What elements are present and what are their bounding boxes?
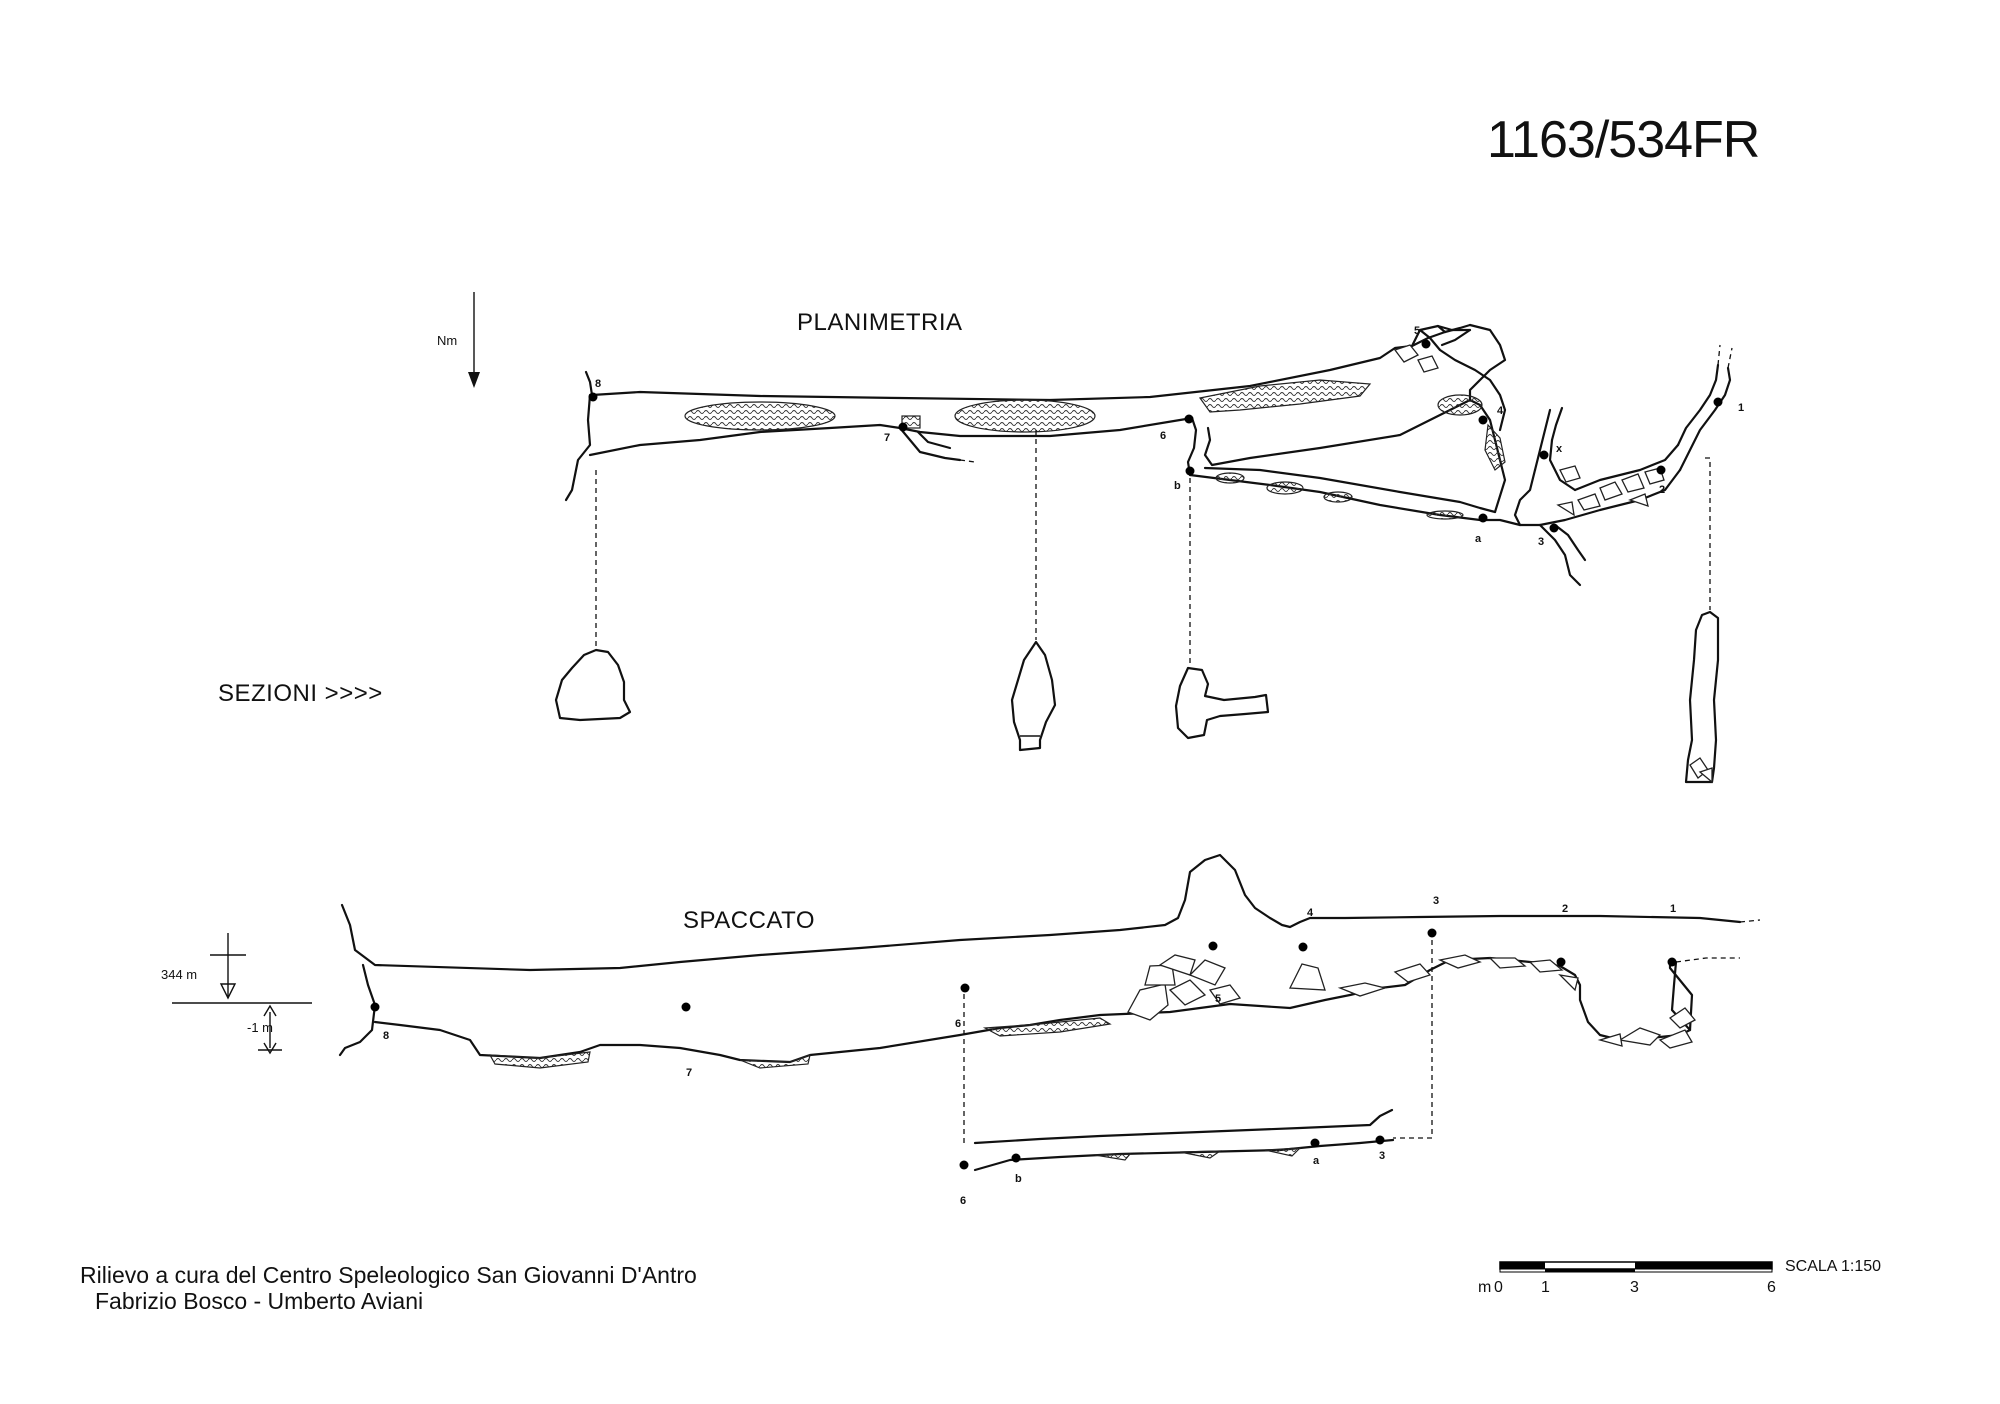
profile-view (172, 855, 1760, 1170)
cross-sections (556, 612, 1718, 782)
profile-station-label: 3 (1433, 895, 1440, 907)
profile-station-label: 3 (1379, 1150, 1386, 1162)
cave-id-title: 1163/534FR (1487, 111, 1760, 169)
scale-tick-label: 6 (1767, 1279, 1776, 1296)
scale-unit-label: m (1478, 1279, 1492, 1296)
profile-boulders (1128, 955, 1695, 1048)
plan-station-label: 8 (595, 378, 602, 390)
north-label: Nm (437, 333, 458, 348)
profile-station-label: 8 (383, 1030, 390, 1042)
plan-station-label: 3 (1538, 536, 1545, 548)
profile-station-label: 7 (686, 1067, 693, 1079)
plan-station-label: 2 (1659, 484, 1666, 496)
plan-lower-wall (590, 418, 1192, 455)
profile-loop-ceiling (975, 1110, 1392, 1143)
section-2 (1012, 642, 1055, 750)
plan-station-label: 7 (884, 432, 891, 444)
depth-label: -1 m (247, 1020, 273, 1035)
north-arrow-icon (468, 292, 480, 388)
profile-loop-floor (975, 1140, 1393, 1170)
profile-ceiling (342, 855, 1740, 970)
plan-station-label: 5 (1414, 325, 1421, 337)
scale-tick-label: 0 (1494, 1279, 1503, 1296)
profile-station-label: 5 (1215, 993, 1222, 1005)
elevation-marker (172, 933, 312, 1053)
plan-station-label: x (1556, 443, 1563, 455)
profile-station-label: 6 (955, 1018, 962, 1030)
sections-label: SEZIONI >>>> (218, 680, 383, 707)
plan-station-label: 6 (1160, 430, 1167, 442)
credits-line-2: Fabrizio Bosco - Umberto Aviani (95, 1288, 424, 1314)
profile-floor (375, 958, 1692, 1062)
profile-station-label: 2 (1562, 903, 1569, 915)
scale-tick-label: 3 (1630, 1279, 1639, 1296)
profile-station-label: 6 (960, 1195, 967, 1207)
profile-station-label: 1 (1670, 903, 1677, 915)
profile-station-label: a (1313, 1155, 1320, 1167)
plan-station-label: a (1475, 533, 1482, 545)
plan-title: PLANIMETRIA (797, 309, 963, 336)
scale-bar (1500, 1262, 1772, 1272)
section-3 (1176, 668, 1268, 738)
section-4 (1686, 612, 1718, 782)
profile-station-label: 4 (1307, 907, 1314, 919)
plan-station-label: 1 (1738, 402, 1745, 414)
plan-station-label: 4 (1497, 405, 1504, 417)
profile-title: SPACCATO (683, 907, 816, 934)
plan-view (566, 325, 1732, 664)
elevation-label: 344 m (161, 967, 198, 982)
credits-line-1: Rilievo a cura del Centro Speleologico San Giovanni D'Antro (80, 1262, 697, 1288)
scale-label: SCALA 1:150 (1785, 1258, 1882, 1275)
scale-tick-label: 1 (1541, 1279, 1550, 1296)
section-1 (556, 650, 630, 720)
profile-station-label: b (1015, 1173, 1022, 1185)
plan-station-label: b (1174, 480, 1181, 492)
